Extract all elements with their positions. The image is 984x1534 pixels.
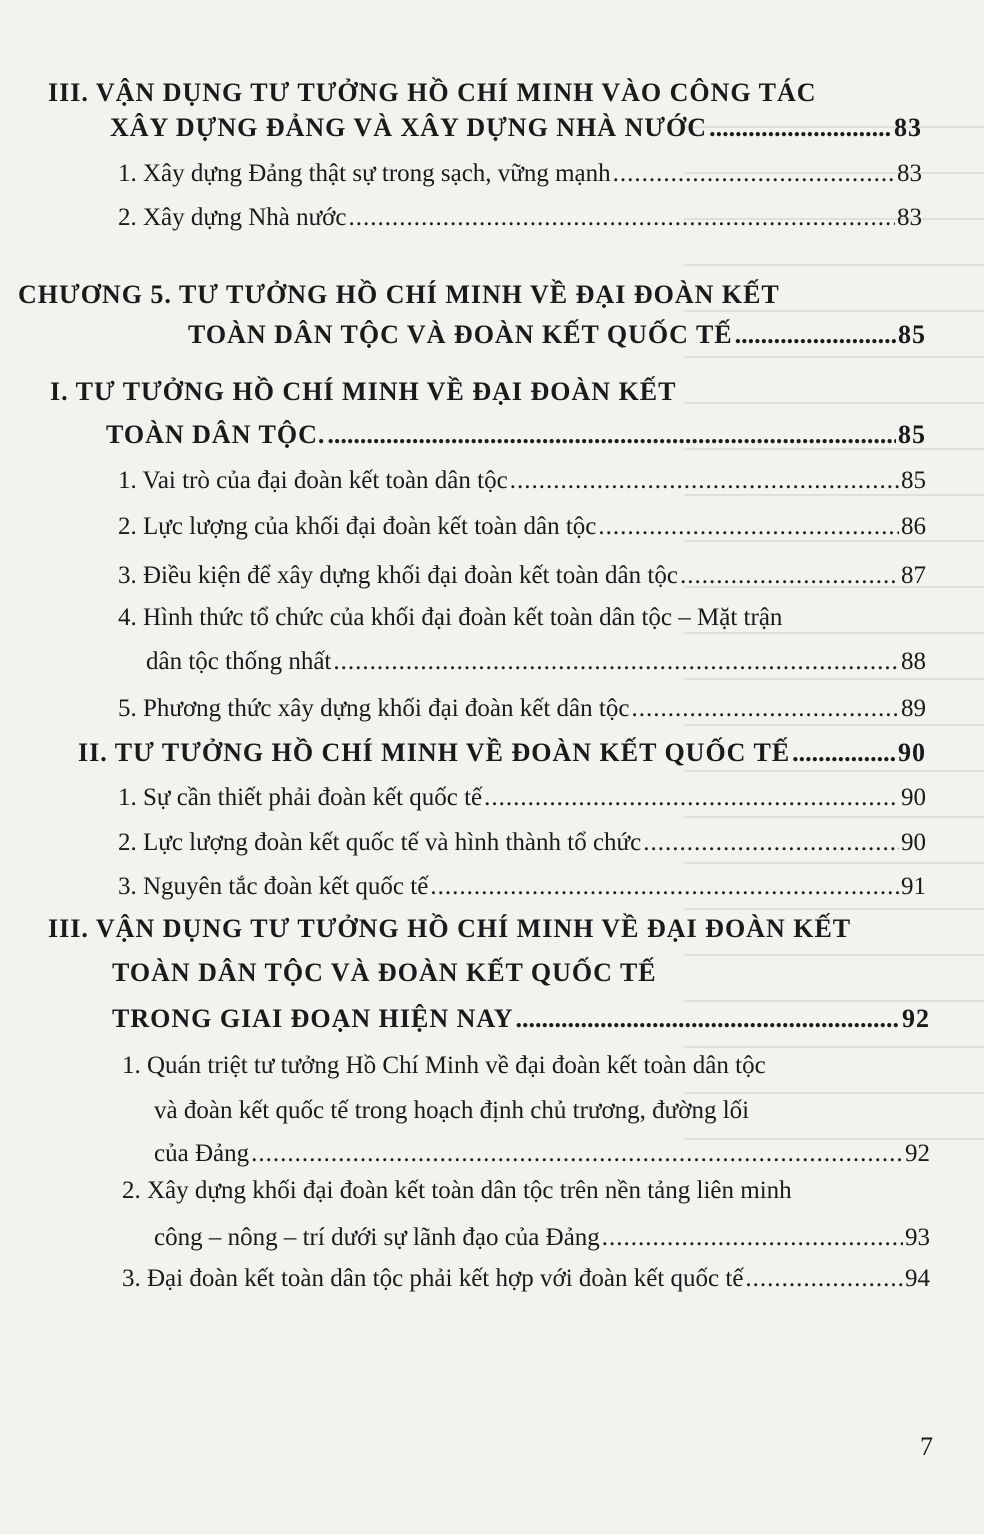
toc-entry-text: 2. Xây dựng khối đại đoàn kết toàn dân tộc trên nền tảng liên minh (122, 1177, 792, 1204)
toc-leader-dots (251, 1140, 903, 1168)
toc-page-number: 92 (905, 1140, 930, 1167)
toc-leader-dots (484, 784, 899, 812)
toc-chapter-text: TOÀN DÂN TỘC VÀ ĐOÀN KẾT QUỐC TẾ (188, 320, 733, 349)
toc-entry-text: và đoàn kết quốc tế trong hoạch định chủ trương, đường lối (154, 1097, 750, 1124)
toc-chapter-line (18, 280, 780, 310)
toc-entry (122, 1265, 930, 1293)
toc-heading-line (50, 377, 676, 407)
toc-page-number: 85 (901, 467, 926, 494)
toc-page-number: 87 (901, 562, 926, 589)
toc-heading-text: III. VẬN DỤNG TƯ TƯỞNG HỒ CHÍ MINH VÀO CÔNG TÁC (48, 78, 817, 107)
toc-heading-line (112, 1004, 930, 1034)
toc-chapter-text: CHƯƠNG 5. TƯ TƯỞNG HỒ CHÍ MINH VỀ ĐẠI ĐOÀN KẾT (18, 280, 780, 309)
toc-entry-text: của Đảng (154, 1140, 250, 1167)
toc-entry-text: 2. Lực lượng của khối đại đoàn kết toàn dân tộc (118, 513, 597, 540)
toc-leader-dots (602, 1224, 903, 1252)
toc-page-number: 83 (897, 204, 922, 231)
toc-leader-dots (516, 1004, 900, 1034)
toc-leader-dots (613, 160, 895, 188)
toc-heading-text: XÂY DỰNG ĐẢNG VÀ XÂY DỰNG NHÀ NƯỚC (110, 113, 708, 142)
toc-entry (118, 513, 926, 541)
toc-entry (118, 160, 922, 188)
toc-entry-text: 1. Xây dựng Đảng thật sự trong sạch, vững mạnh (118, 160, 611, 187)
toc-entry (118, 204, 922, 232)
toc-entry (122, 1052, 766, 1080)
toc-leader-dots (792, 738, 896, 768)
toc-entry-text: công – nông – trí dưới sự lãnh đạo của Đảng (154, 1224, 600, 1251)
toc-entry (118, 829, 926, 857)
toc-leader-dots (598, 513, 899, 541)
toc-leader-dots (643, 829, 899, 857)
toc-heading-text: I. TƯ TƯỞNG HỒ CHÍ MINH VỀ ĐẠI ĐOÀN KẾT (50, 377, 677, 406)
toc-leader-dots (327, 420, 896, 450)
toc-entry-text: 3. Nguyên tắc đoàn kết quốc tế (118, 873, 429, 900)
toc-page-number: 92 (902, 1004, 930, 1033)
toc-leader-dots (348, 204, 895, 232)
toc-leader-dots (631, 695, 899, 723)
toc-entry-text: 2. Xây dựng Nhà nước (118, 204, 347, 231)
toc-heading-line (48, 78, 817, 108)
toc-page-number: 83 (894, 113, 922, 142)
toc-entry (122, 1177, 792, 1205)
toc-entry-text: 4. Hình thức tổ chức của khối đại đoàn kết toàn dân tộc – Mặt trận (118, 604, 783, 631)
toc-chapter-line (188, 320, 926, 350)
toc-entry-text: 3. Đại đoàn kết toàn dân tộc phải kết hợp với đoàn kết quốc tế (122, 1265, 744, 1292)
toc-heading-text: TRONG GIAI ĐOẠN HIỆN NAY (112, 1004, 514, 1033)
toc-entry (118, 604, 782, 632)
toc-heading-text: TOÀN DÂN TỘC. (106, 420, 326, 449)
toc-heading-line (110, 113, 922, 143)
toc-entry-text: 3. Điều kiện để xây dựng khối đại đoàn kết toàn dân tộc (118, 562, 678, 589)
toc-heading-line (112, 958, 657, 988)
toc-entry (154, 1097, 749, 1125)
toc-page-number: 83 (897, 160, 922, 187)
toc-entry (154, 1224, 930, 1252)
toc-heading-text: III. VẬN DỤNG TƯ TƯỞNG HỒ CHÍ MINH VỀ ĐẠI ĐOÀN KẾT (48, 914, 852, 943)
toc-leader-dots (709, 113, 892, 143)
toc-entry (118, 467, 926, 495)
toc-leader-dots (333, 648, 899, 676)
toc-entry (118, 562, 926, 590)
toc-heading-line (48, 914, 851, 944)
toc-entry (118, 695, 926, 723)
toc-leader-dots (510, 467, 899, 495)
toc-page-number: 85 (898, 320, 926, 349)
toc-entry-text: 1. Quán triệt tư tưởng Hồ Chí Minh về đại đoàn kết toàn dân tộc (122, 1052, 766, 1079)
toc-heading-text: II. TƯ TƯỞNG HỒ CHÍ MINH VỀ ĐOÀN KẾT QUỐC TẾ (78, 738, 791, 767)
toc-entry-text: dân tộc thống nhất (146, 648, 332, 675)
toc-entry (146, 648, 926, 676)
toc-page-number: 90 (901, 784, 926, 811)
toc-page-number: 88 (901, 648, 926, 675)
toc-entry-text: 5. Phương thức xây dựng khối đại đoàn kết dân tộc (118, 695, 630, 722)
toc-page-number: 90 (901, 829, 926, 856)
page-number: 7 (920, 1432, 933, 1461)
toc-entry (154, 1140, 930, 1168)
toc-entry-text: 1. Vai trò của đại đoàn kết toàn dân tộc (118, 467, 508, 494)
toc-leader-dots (745, 1265, 903, 1293)
toc-page-number: 91 (901, 873, 926, 900)
toc-leader-dots (430, 873, 899, 901)
toc-page-number: 94 (905, 1265, 930, 1292)
toc-heading-line (106, 420, 926, 450)
toc-page-number: 93 (905, 1224, 930, 1251)
toc-heading-line (78, 738, 926, 768)
toc-leader-dots (735, 320, 896, 350)
toc-entry-text: 1. Sự cần thiết phải đoàn kết quốc tế (118, 784, 483, 811)
toc-page-number: 90 (898, 738, 926, 767)
toc-page-number: 86 (901, 513, 926, 540)
toc-page-number: 89 (901, 695, 926, 722)
toc-page-number: 85 (898, 420, 926, 449)
toc-leader-dots (680, 562, 899, 590)
toc-entry (118, 784, 926, 812)
toc-entry (118, 873, 926, 901)
toc-heading-text: TOÀN DÂN TỘC VÀ ĐOÀN KẾT QUỐC TẾ (112, 958, 657, 987)
toc-entry-text: 2. Lực lượng đoàn kết quốc tế và hình thành tổ chức (118, 829, 642, 856)
